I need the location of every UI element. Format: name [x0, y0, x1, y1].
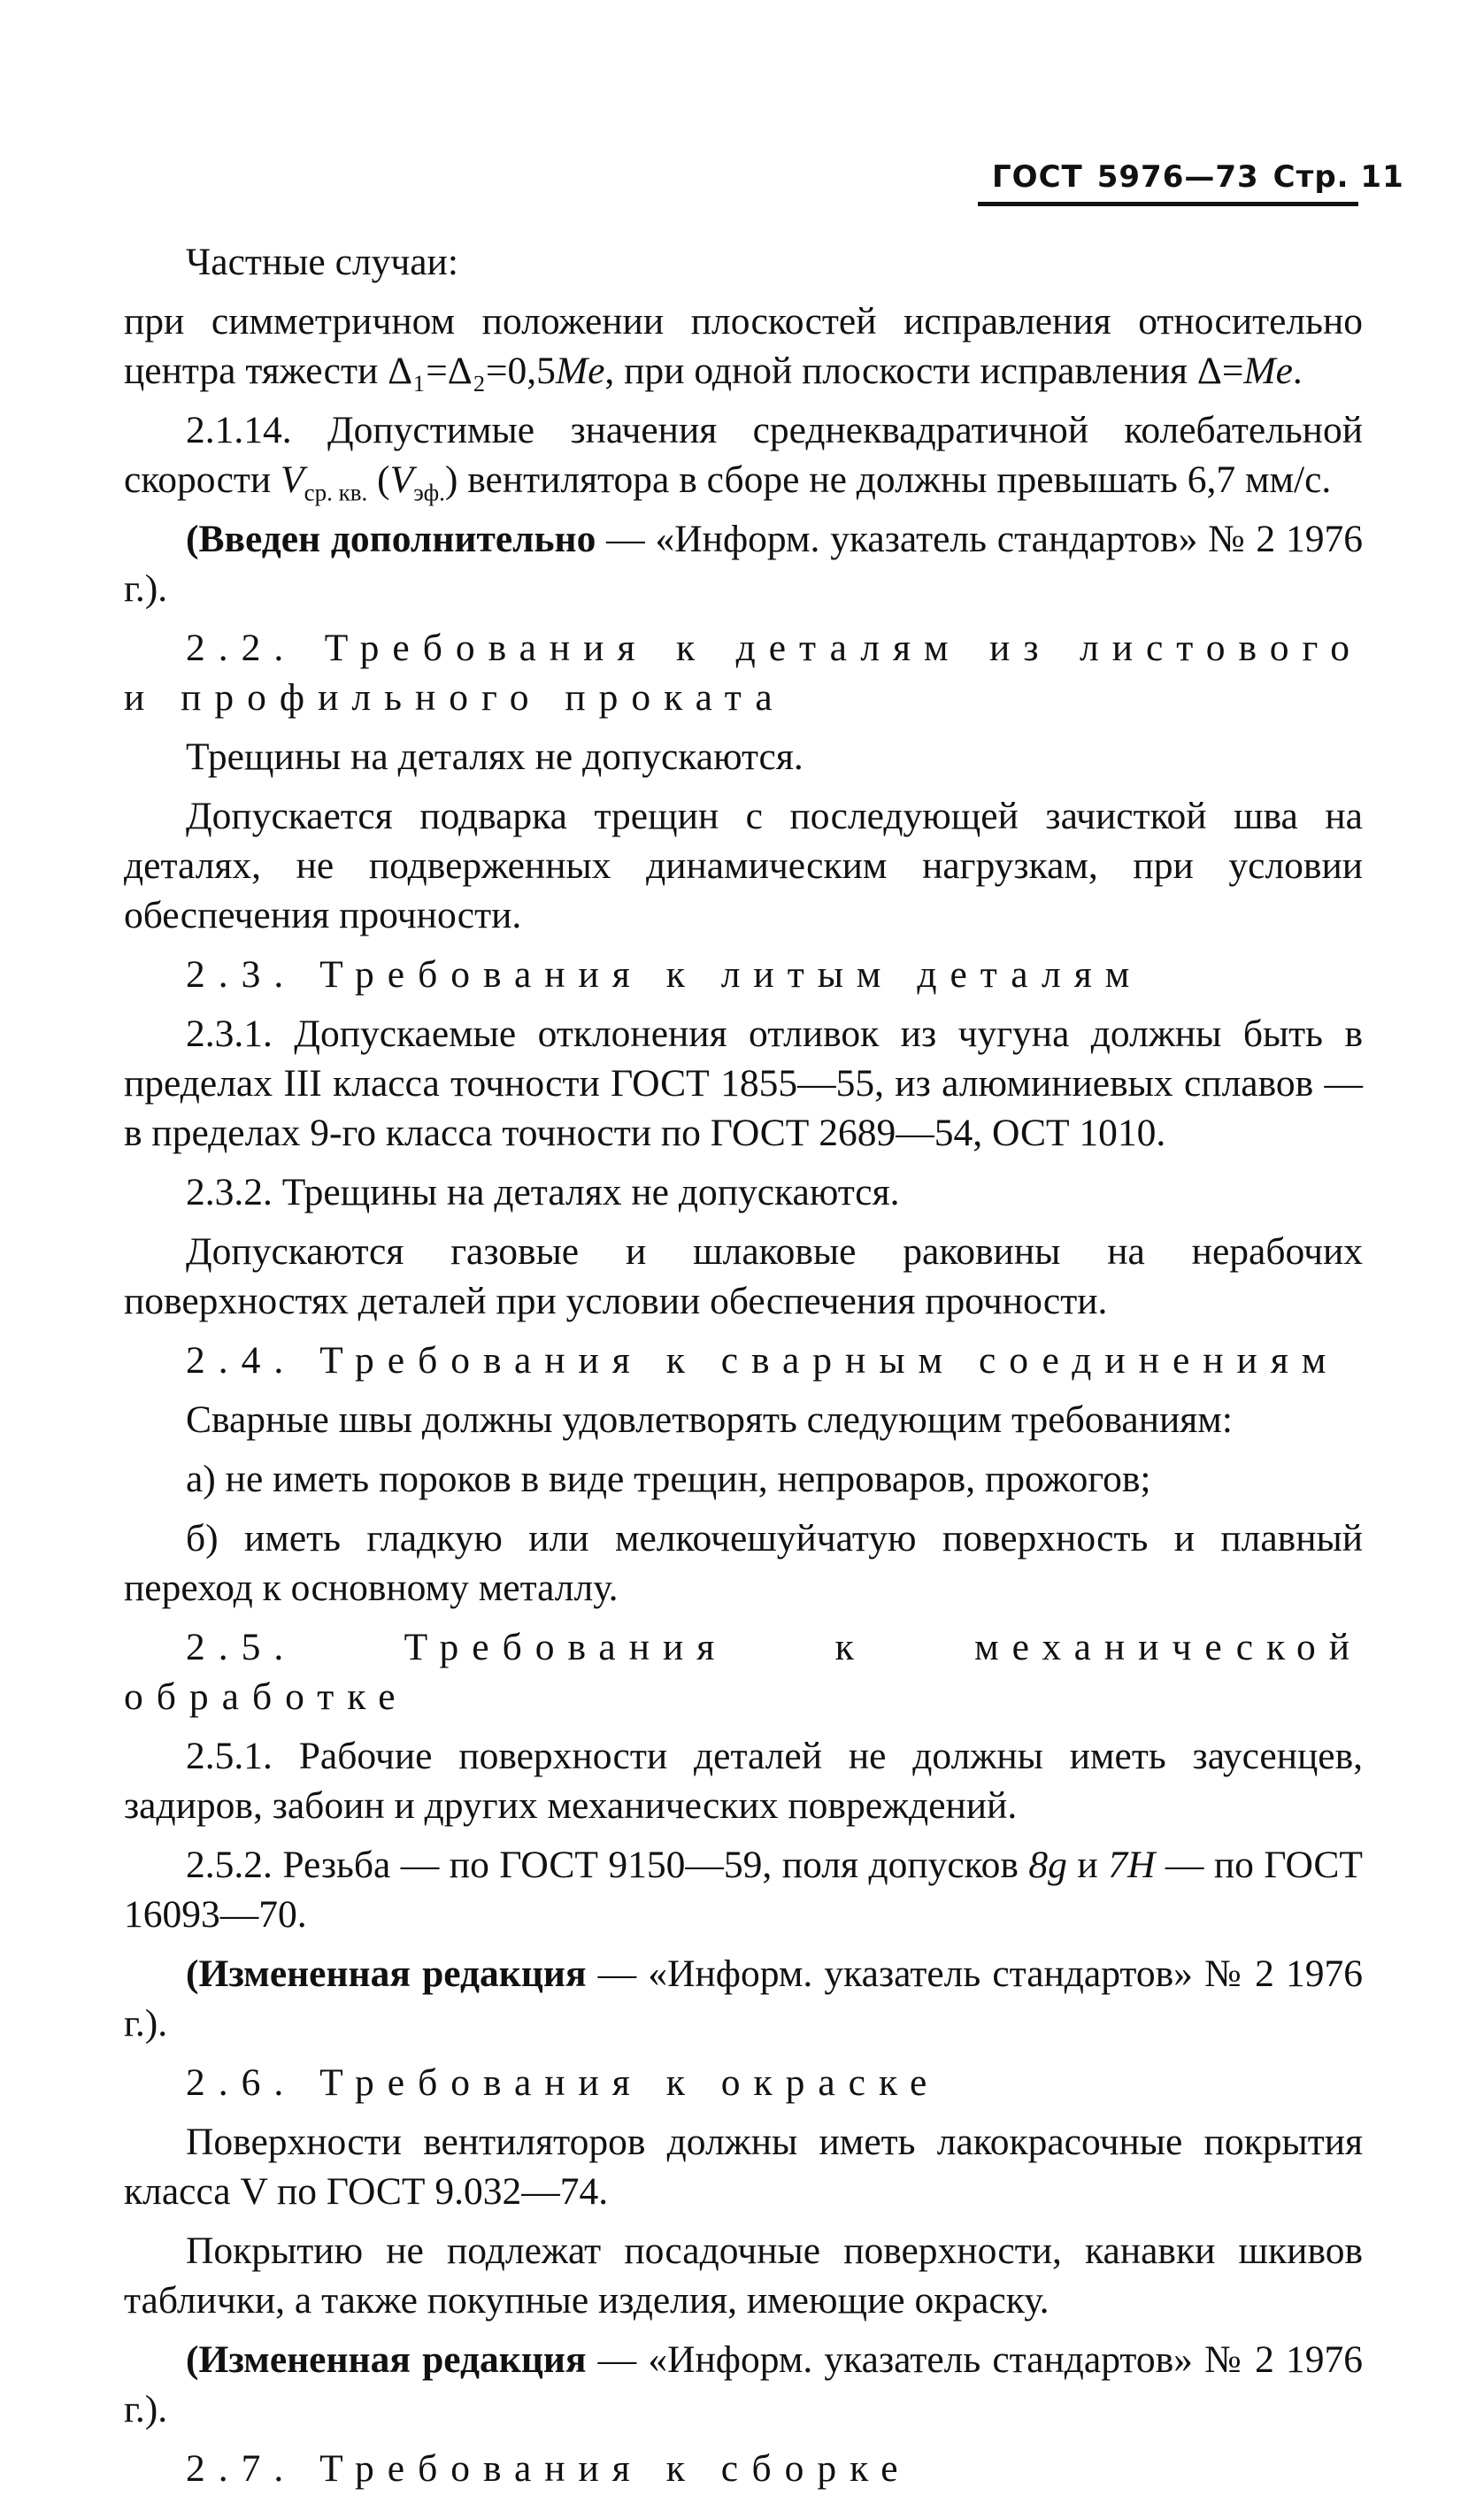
text-run: 2.1.14. Допустимые значения среднеквадратичной колебательной скорости	[124, 409, 1363, 501]
paragraph	[124, 405, 1363, 504]
standard-number: 5976—73	[1096, 159, 1259, 195]
paragraph: 2.5.1. Рабочие поверхности деталей не должны иметь заусенцев, задиров, забоин и других механических повреждений.	[124, 1735, 1363, 1827]
paragraph: Сварные швы должны удовлетворять следующим требованиям:	[186, 1398, 1233, 1441]
formula-subscript: эф.	[413, 479, 445, 506]
document-body	[124, 237, 1363, 2503]
amendment-label: (Введен дополнительно	[186, 518, 596, 560]
section-heading: 2.6. Требования к окраске	[186, 2061, 941, 2104]
paragraph: Допускается подварка трещин с последующей зачисткой шва на деталях, не подверженных динамическим нагрузкам, при условии обеспечения прочности.	[124, 795, 1363, 936]
text-run: — по ГОСТ 16093—70.	[124, 1844, 1363, 1936]
formula-me: Me	[555, 350, 605, 392]
tolerance-field: 8g	[1028, 1844, 1067, 1886]
section-heading: 2.4. Требования к сварным соединениям	[186, 1339, 1340, 1382]
text-run: 2.5.2. Резьба — по ГОСТ 9150—59, поля допусков	[186, 1844, 1029, 1886]
formula-delta: Δ₁=Δ₂=0,5	[388, 350, 556, 392]
list-item: а) не иметь пороков в виде трещин, непроваров, прожогов;	[186, 1458, 1151, 1500]
paragraph	[124, 1949, 1363, 2048]
text-run: при симметричном положении плоскостей исправления относительно центра тяжести	[124, 300, 1363, 392]
text-run: — «Информ. указатель стандартов» № 2 1976 г.).	[124, 518, 1363, 610]
paragraph	[124, 297, 1363, 396]
paragraph: Поверхности вентиляторов должны иметь лакокрасочные покрытия класса V по ГОСТ 9.032—74.	[124, 2121, 1363, 2213]
paragraph	[124, 514, 1363, 613]
paragraph	[124, 2335, 1363, 2434]
amendment-label: (Измененная редакция	[186, 1952, 587, 1995]
text-run: — «Информ. указатель стандартов» № 2 1976 г.).	[124, 1952, 1363, 2045]
text-run: (	[367, 458, 390, 501]
formula-v: V	[281, 458, 304, 501]
page-header	[978, 159, 1404, 206]
paragraph: 2.3.2. Трещины на деталях не допускаются.	[186, 1171, 900, 1213]
paragraph: Частные случаи:	[186, 241, 458, 283]
amendment-label: (Измененная редакция	[186, 2338, 587, 2381]
text-run: и	[1066, 1844, 1109, 1886]
text-run: , при одной плоскости исправления Δ=	[604, 350, 1244, 392]
formula-subscript: ср. кв.	[304, 479, 368, 506]
tolerance-field: 7H	[1108, 1844, 1156, 1886]
section-heading: 2.3. Требования к литым деталям	[186, 953, 1143, 996]
text-run: ) вентилятора в сборе не должны превышать 6,7 мм/с.	[444, 458, 1332, 501]
text-run: — «Информ. указатель стандартов» № 2 1976 г.).	[124, 2338, 1363, 2430]
paragraph: Допускаются газовые и шлаковые раковины на нерабочих поверхностях деталей при условии обеспечения прочности.	[124, 1230, 1363, 1322]
paragraph	[124, 1840, 1363, 1939]
section-heading: 2.5. Требования к механической обработке	[124, 1626, 1363, 1718]
text-run: .	[1292, 350, 1303, 392]
formula-me: Me	[1243, 350, 1293, 392]
paragraph: Трещины на деталях не допускаются.	[186, 735, 804, 778]
paragraph: Покрытию не подлежат посадочные поверхности, канавки шкивов таблички, а также покупные изделия, имеющие окраску.	[124, 2230, 1363, 2322]
formula-v: V	[389, 458, 414, 501]
page-number: Стр. 11	[1273, 159, 1404, 195]
standard-label: ГОСТ	[992, 159, 1083, 195]
section-heading: 2.2. Требования к деталям из листового и профильного проката	[124, 627, 1363, 719]
list-item: б) иметь гладкую или мелкочешуйчатую поверхность и плавный переход к основному металлу.	[124, 1517, 1363, 1609]
section-heading: 2.7. Требования к сборке	[186, 2447, 911, 2490]
paragraph: 2.3.1. Допускаемые отклонения отливок из чугуна должны быть в пределах III класса точности ГОСТ 1855—55, из алюминиевых сплавов — в пределах 9-го класса точности по ГОСТ 2689—54, ОСТ 1010.	[124, 1013, 1363, 1154]
